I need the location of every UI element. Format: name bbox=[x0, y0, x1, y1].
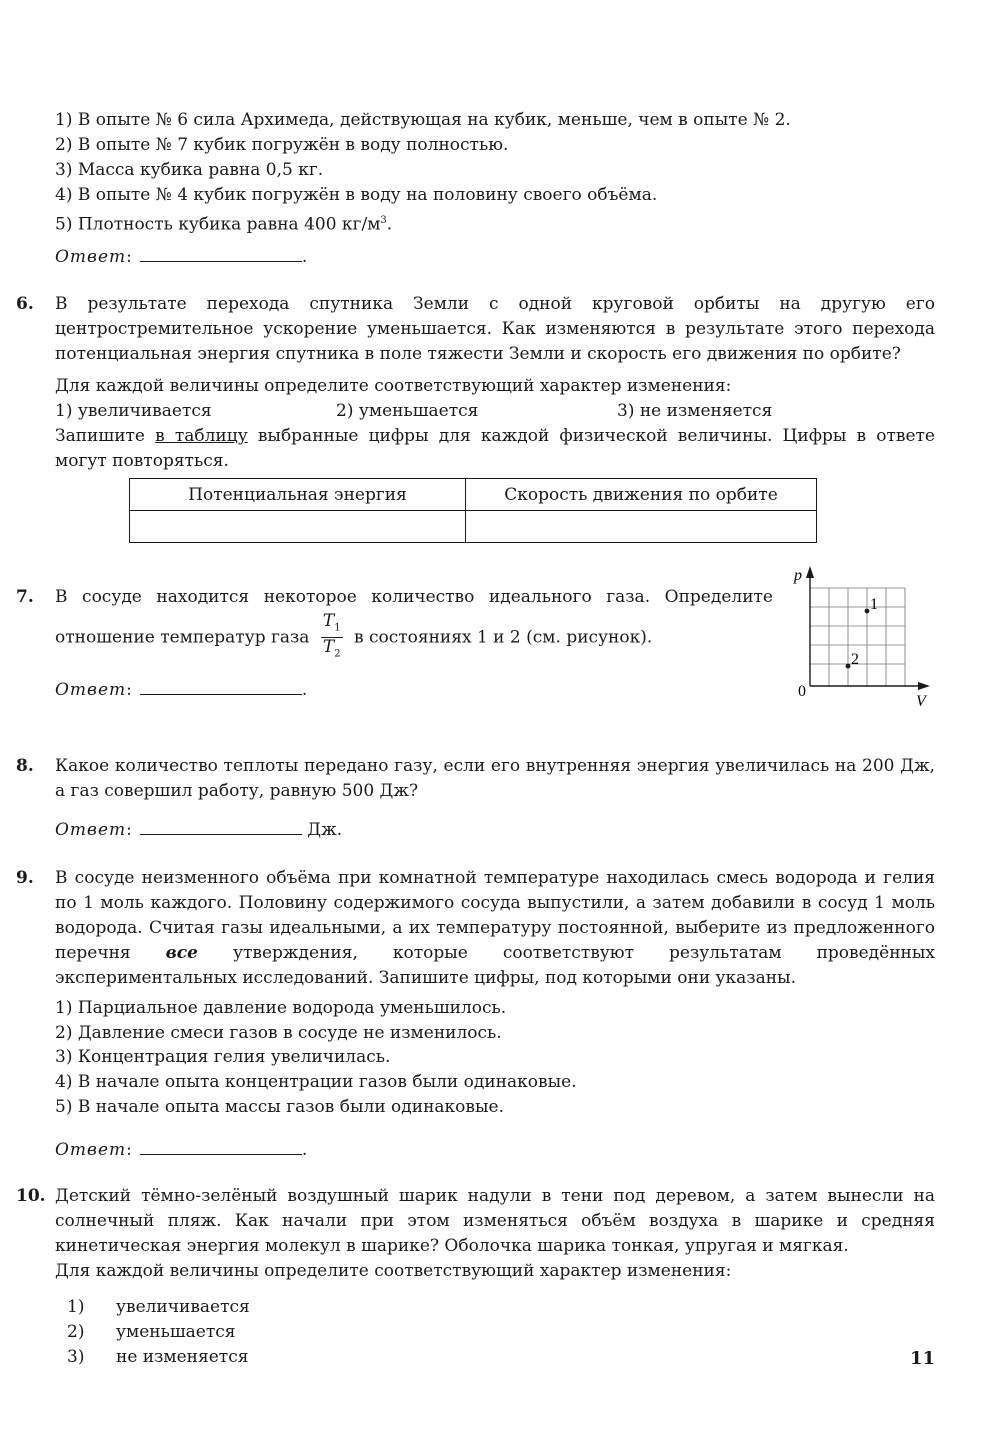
q5-option-5-sup: 3 bbox=[380, 215, 387, 226]
q9-text-post: утверждения, которые соответствуют результатам проведённых экспериментальных исследований. Запишите цифры, под которыми они указаны. bbox=[55, 943, 935, 988]
q6-number: 6. bbox=[16, 294, 34, 314]
q6-choice-2: 2) уменьшается bbox=[336, 401, 479, 421]
q9-answer-label: Ответ bbox=[55, 1140, 127, 1160]
graph-origin-label: 0 bbox=[798, 683, 806, 700]
q9-text-pre: В сосуде неизменного объёма при комнатной температуре находилась смесь водорода и гелия по 1 моль каждого. Половину содержимого сосуда выпустили, а затем добавили в сосуд 1 моль водорода. Считая газы идеальными, а их температуру постоянной, выберите из предложенного перечня bbox=[55, 868, 935, 963]
graph-x-label: V bbox=[916, 693, 926, 710]
q9-option-4: 4) В начале опыта концентрации газов были одинаковые. bbox=[55, 1072, 577, 1092]
q10-choice-3-text: не изменяется bbox=[116, 1347, 249, 1367]
graph-point-1-label: 1 bbox=[870, 596, 878, 613]
q8-answer-suffix: Дж. bbox=[307, 820, 343, 840]
q7-fraction-numerator: $T_1$ bbox=[321, 612, 343, 638]
q7-answer-suffix: . bbox=[301, 680, 308, 700]
q6-table-cell-speed[interactable] bbox=[466, 511, 817, 543]
graph-y-arrow bbox=[806, 566, 814, 578]
q9-option-1: 1) Парциальное давление водорода уменьшилось. bbox=[55, 998, 507, 1018]
q10-instruction: Для каждой величины определите соответствующий характер изменения: bbox=[55, 1261, 732, 1281]
graph-grid bbox=[810, 588, 905, 686]
q6-table-header-speed: Скорость движения по орбите bbox=[466, 479, 817, 511]
q7-line2-post: в состояниях 1 и 2 (см. рисунок). bbox=[353, 627, 653, 648]
q6-write-post: выбранные цифры для каждой физической величины. Цифры в ответе могут повторяться. bbox=[55, 426, 935, 471]
q6-write-pre: Запишите bbox=[55, 426, 156, 446]
q9-answer-field[interactable] bbox=[140, 1138, 302, 1155]
graph-point-2 bbox=[846, 664, 851, 669]
q10-choice-2-number: 2) bbox=[67, 1322, 85, 1342]
q10-number: 10. bbox=[16, 1186, 46, 1206]
q7-answer-field[interactable] bbox=[140, 678, 302, 695]
q5-option-2: 2) В опыте № 7 кубик погружён в воду полностью. bbox=[55, 135, 509, 155]
q5-option-5 bbox=[55, 208, 392, 238]
q8-answer-label: Ответ bbox=[55, 820, 127, 840]
q9-option-5: 5) В начале опыта массы газов были одинаковые. bbox=[55, 1097, 504, 1117]
q6-write-link: в таблицу bbox=[155, 426, 248, 446]
q9-number: 9. bbox=[16, 868, 34, 888]
q6-answer-table bbox=[129, 478, 817, 543]
q8-answer-field[interactable] bbox=[140, 818, 302, 835]
q9-option-2: 2) Давление смеси газов в сосуде не изменилось. bbox=[55, 1023, 502, 1043]
q9-text-emphasis: все bbox=[165, 943, 198, 963]
q6-write-instruction bbox=[55, 424, 935, 474]
q9-answer-suffix: . bbox=[301, 1140, 308, 1160]
q5-answer-label: Ответ bbox=[55, 247, 127, 267]
q5-answer-suffix: . bbox=[301, 247, 308, 267]
q9-option-3: 3) Концентрация гелия увеличилась. bbox=[55, 1047, 391, 1067]
q6-instruction: Для каждой величины определите соответствующий характер изменения: bbox=[55, 376, 732, 396]
q6-text: В результате перехода спутника Земли с одной круговой орбиты на другую его центростремительное ускорение уменьшается. Как изменяются в результате этого перехода потенциальная энергия спутника в поле тяжести Земли и скорость его движения по орбите? bbox=[55, 294, 935, 364]
q5-option-1: 1) В опыте № 6 сила Архимеда, действующая на кубик, меньше, чем в опыте № 2. bbox=[55, 110, 791, 130]
q5-answer: Ответ: . bbox=[55, 247, 308, 267]
q7-fraction-denominator: $T_2$ bbox=[322, 637, 341, 660]
q6-choice-1: 1) увеличивается bbox=[55, 401, 212, 421]
q9-answer: Ответ: . bbox=[55, 1140, 308, 1160]
q5-answer-field[interactable] bbox=[140, 245, 302, 262]
q10-choice-3-number: 3) bbox=[67, 1347, 85, 1367]
q10-text: Детский тёмно-зелёный воздушный шарик надули в тени под деревом, а затем вынесли на солнечный пляж. Как начали при этом изменяться объём воздуха в шарике и средняя кинетическая энергия молекул в шарике? Оболочка шарика тонкая, упругая и мягкая. bbox=[55, 1186, 935, 1256]
graph-y-label: p bbox=[794, 567, 802, 584]
q7-number: 7. bbox=[16, 587, 34, 607]
q5-option-5-end: . bbox=[386, 214, 393, 235]
q7-line1: В сосуде находится некоторое количество идеального газа. Определите bbox=[55, 587, 773, 607]
q6-table-header-potential: Потенциальная энергия bbox=[130, 479, 466, 511]
page-number: 11 bbox=[910, 1348, 936, 1369]
graph-point-1 bbox=[865, 609, 870, 614]
q6-choice-3: 3) не изменяется bbox=[617, 401, 773, 421]
q10-choice-1-number: 1) bbox=[67, 1297, 85, 1317]
q9-text bbox=[55, 866, 935, 991]
q8-text: Какое количество теплоты передано газу, если его внутренняя энергия увеличилась на 200 Дж, а газ совершил работу, равную 500 Дж? bbox=[55, 756, 935, 801]
q10-choice-2-text: уменьшается bbox=[116, 1322, 236, 1342]
q8-number: 8. bbox=[16, 756, 34, 776]
q6-table-cell-potential[interactable] bbox=[130, 511, 466, 543]
q8-answer: Ответ: Дж. bbox=[55, 820, 343, 840]
q7-pv-graph bbox=[790, 560, 940, 715]
q7-answer-label: Ответ bbox=[55, 680, 127, 700]
q7-answer: Ответ: . bbox=[55, 680, 308, 700]
q5-option-5-text: 5) Плотность кубика равна 400 кг/м bbox=[55, 214, 381, 235]
q7-line2 bbox=[55, 612, 652, 664]
q5-option-3: 3) Масса кубика равна 0,5 кг. bbox=[55, 160, 324, 180]
graph-point-2-label: 2 bbox=[851, 651, 859, 668]
q7-fraction bbox=[321, 612, 343, 664]
q5-option-4: 4) В опыте № 4 кубик погружён в воду на половину своего объёма. bbox=[55, 185, 658, 205]
q10-choice-1-text: увеличивается bbox=[116, 1297, 250, 1317]
graph-x-arrow bbox=[918, 682, 930, 690]
q7-line2-pre: отношение температур газа bbox=[55, 627, 310, 648]
